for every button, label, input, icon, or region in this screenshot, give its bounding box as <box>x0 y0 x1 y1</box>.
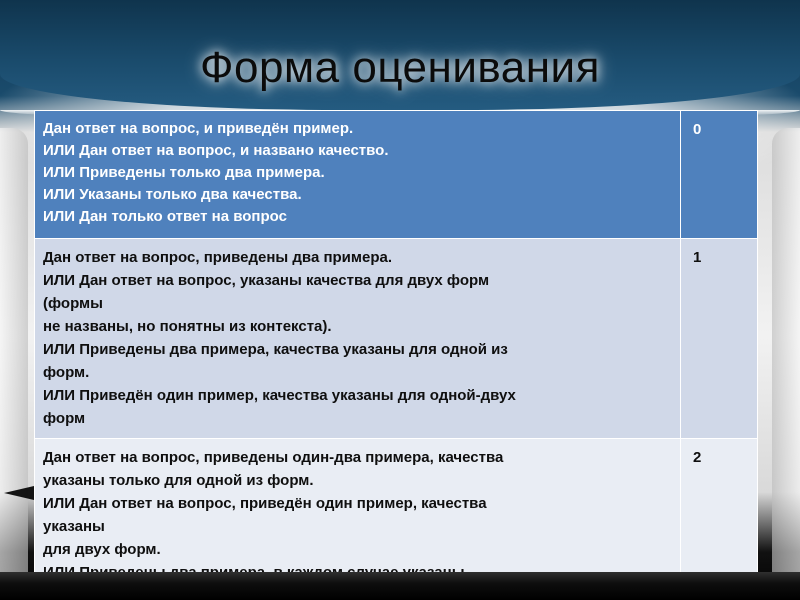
left-arrow-icon <box>4 486 34 500</box>
right-slide-bezel <box>772 128 800 572</box>
score-cell: 2 <box>680 439 758 600</box>
criteria-cell: Дан ответ на вопрос, приведены один-два примера, качества указаны только для одной из форм. ИЛИ Дан ответ на вопрос, приведён один пример, качества указаны для двух форм. <box>43 449 504 558</box>
assessment-table <box>34 110 758 600</box>
left-slide-bezel <box>0 128 28 572</box>
criteria-cell: Дан ответ на вопрос, и приведён пример. ИЛИ Дан ответ на вопрос, и названо качество. ИЛИ Приведены только два примера. ИЛИ Указаны только два качества. ИЛИ Дан только ответ на вопрос <box>43 120 389 225</box>
criteria-cell: Дан ответ на вопрос, приведены два примера. ИЛИ Дан ответ на вопрос, указаны качества для двух форм (формы не названы, но понятны из контекста). ИЛИ Приведены два примера, качества указаны для одной из форм. ИЛИ Приведён один пример, качества указаны для одной-двух форм <box>43 249 516 427</box>
table-row <box>35 111 758 238</box>
bottom-edge <box>0 572 800 600</box>
score-cell: 0 <box>680 111 758 238</box>
slide-title: Форма оценивания <box>200 43 600 92</box>
table-row <box>35 238 758 438</box>
score-cell: 1 <box>680 239 758 438</box>
